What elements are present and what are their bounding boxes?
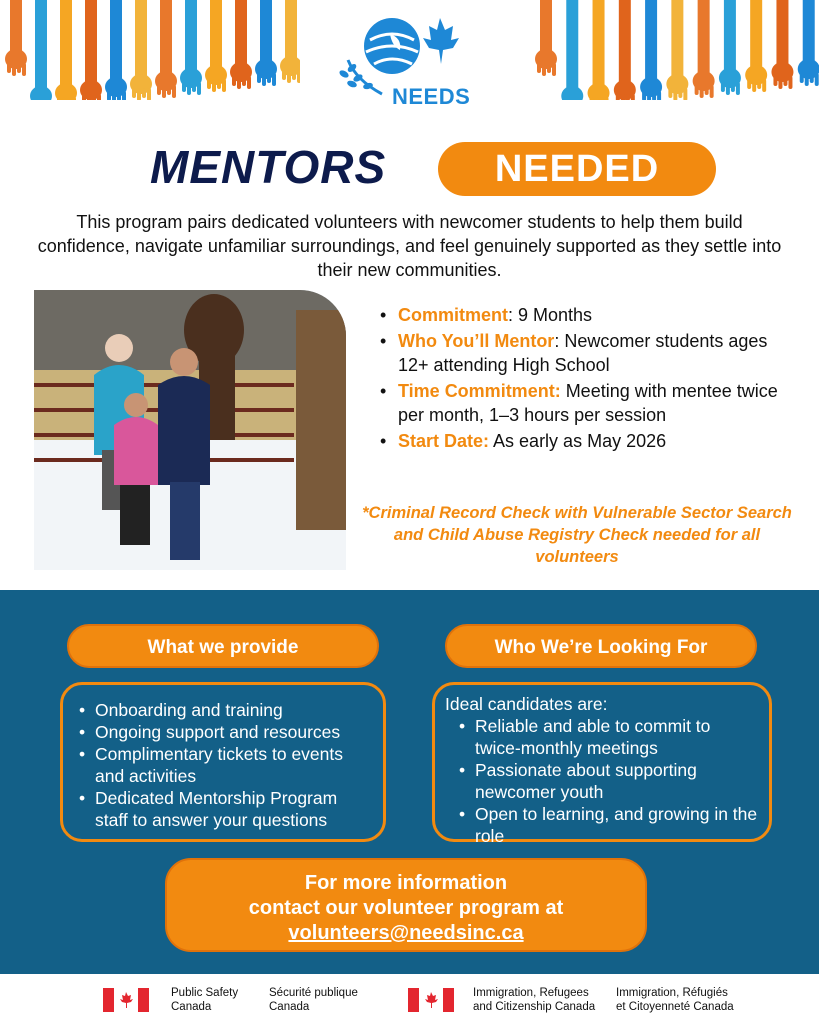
detail-text: : 9 Months bbox=[508, 305, 593, 325]
detail-label: Time Commitment: bbox=[398, 381, 561, 401]
ircc-en: Immigration, Refugees and Citizenship Canada bbox=[473, 987, 596, 1013]
who-we-look-for-box bbox=[432, 682, 772, 846]
hands-illustration-right bbox=[530, 0, 819, 100]
what-we-provide-box bbox=[60, 682, 386, 842]
program-details-list bbox=[378, 303, 798, 455]
detail-who-you-mentor bbox=[378, 329, 798, 377]
list-item: • Reliable and able to commit to twice-monthly meetings bbox=[457, 715, 759, 759]
detail-text: As early as May 2026 bbox=[489, 431, 667, 451]
needs-logo bbox=[330, 10, 490, 110]
who-we-look-for-heading: Who We’re Looking For bbox=[445, 624, 757, 668]
list-item: • Dedicated Mentorship Program staff to answer your questions bbox=[77, 787, 373, 831]
list-item: • Onboarding and training bbox=[77, 699, 373, 721]
detail-label: Who You’ll Mentor bbox=[398, 331, 555, 351]
list-item: • Passionate about supporting newcomer youth bbox=[457, 759, 759, 803]
photo-illustration bbox=[34, 290, 346, 570]
headline-needed-badge: NEEDED bbox=[438, 142, 716, 196]
what-we-provide-heading: What we provide bbox=[67, 624, 379, 668]
mentor-photo bbox=[34, 290, 346, 570]
contact-line-1: For more information bbox=[304, 872, 508, 894]
contact-line-2: contact our volunteer program at bbox=[248, 897, 564, 919]
detail-label: Start Date: bbox=[398, 431, 490, 451]
canada-flag-icon bbox=[408, 988, 454, 1012]
list-item: • Ongoing support and resources bbox=[77, 721, 373, 743]
detail-start-date bbox=[378, 429, 798, 453]
contact-info-box bbox=[165, 858, 647, 952]
background-check-note: *Criminal Record Check with Vulnerable Sector Search and Child Abuse Registry Check needed for all volunteers bbox=[362, 504, 792, 566]
list-item: • Complimentary tickets to events and activities bbox=[77, 743, 373, 787]
detail-time-commitment bbox=[378, 379, 798, 427]
detail-commitment bbox=[378, 303, 798, 327]
detail-label: Commitment bbox=[398, 305, 509, 325]
public-safety-en: Public Safety Canada bbox=[171, 987, 239, 1013]
canada-flag-icon bbox=[103, 988, 149, 1012]
detail-text: : Newcomer students ages 12+ attending High School bbox=[398, 331, 768, 375]
program-intro: This program pairs dedicated volunteers with newcomer students to help them build confidence, navigate unfamiliar surroundings, and feel genuinely supported as they settle into their new communities. bbox=[37, 212, 782, 280]
headline-mentors: MENTORS bbox=[150, 141, 387, 193]
list-item: • Open to learning, and growing in the role bbox=[457, 803, 759, 847]
candidates-intro: Ideal candidates are: bbox=[445, 694, 608, 714]
detail-text: Meeting with mentee twice per month, 1–3 hours per session bbox=[398, 381, 778, 425]
hands-illustration-left bbox=[0, 0, 300, 100]
volunteer-email-link[interactable]: volunteers@needsinc.ca bbox=[288, 922, 524, 944]
public-safety-fr: Sécurité publique Canada bbox=[269, 987, 358, 1013]
ircc-fr: Immigration, Réfugiés et Citoyenneté Canada bbox=[616, 987, 734, 1013]
logo-text: NEEDS bbox=[392, 84, 471, 109]
